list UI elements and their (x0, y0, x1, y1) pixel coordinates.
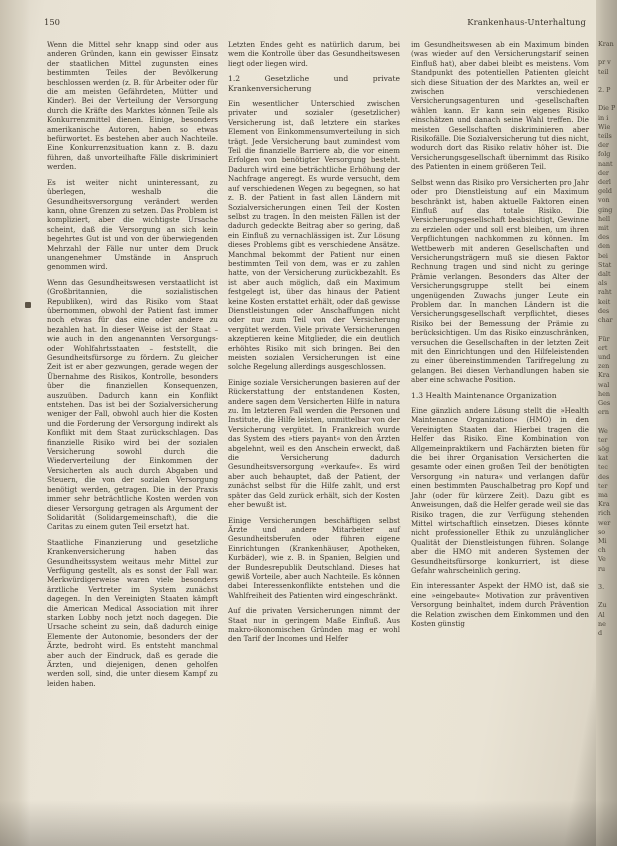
paragraph: Wenn das Gesundheitswesen verstaatlicht ist (Großbritannien, die sozialistischen Republiken), wird das Risiko vom Staat übernommen, obwohl der Patient fast immer noch etwas für das eine oder andere zu bezahlen hat. In dieser Weise ist der Staat – wie auch in den angenannten Versorgungs- oder Wohlfahrtsstaaten – feststellt, die Gesundheitsfürsorge zu fördern. Zu gleicher Zeit ist er aber gezwungen, gerade wegen der Übernahme des Risikos, Kontrolle, besonders über die finanziellen Konsequenzen, auszuüben. Dadurch kann ein Konflikt entstehen. Das ist bei der Sozialversicherung weniger der Fall, obwohl auch hier die Kosten und die Forderung der Versorgung indirekt als Konflikt mit dem Staat zurückschlagen. Das finanzielle Risiko wird bei der sozialen Versicherung sowohl durch die Wiederverteilung der Einkommen der Versicherten als auch durch Abgaben und Steuern, die von der sozialen Versorgung benötigt werden, getragen. Die in der Praxis immer sehr beträchtliche Kosten werden von dieser Versorgung getragen als Argument der Solidarität (Solidargemeinschaft), die die Caritas zu einem guten Teil ersetzt hat. (47, 277, 218, 532)
section-heading: 1.2 Gesetzliche und private Krankenversicherung (228, 74, 400, 93)
paragraph: Einige Versicherungen beschäftigen selbst Ärzte und andere Mitarbeiter auf Gesundheitsberufen oder führen eigene Einrichtungen (Krankenhäuser, Apotheken, Kurbäder), wie z. B. in Spanien, Belgien und der Bundesrepublik Deutschland. Dieses hat gewiß Vorteile, aber auch Nachteile. Es können dabei Interessenkonflikte entstehen und die Wahlfreiheit des Patienten wird eingeschränkt. (228, 515, 400, 600)
text-column-2 (228, 40, 400, 650)
paragraph: Staatliche Finanzierung und gesetzliche Krankenversicherung haben das Gesundheitssystem weitaus mehr Mittel zur Verfügung gestellt, als es sonst der Fall war. Merkwürdigerweise waren viele besonders ärztliche Vertreter im System zunächst dagegen. In den Vereinigten Staaten kämpft die American Medical Association mit ihrer starken Lobby noch jetzt noch dagegen. Die Ursache scheint zu sein, daß dadurch einige Elemente der Autonomie, besonders der der Ärzte, bedroht wird. Es entsteht manchmal aber auch der Eindruck, daß es gerade die Ärzten, und diejenigen, denen geholfen werden soll, sind, die unter diesem Kampf zu leiden haben. (47, 537, 218, 688)
paragraph: im Gesundheitswesen ab ein Maximum binden (was wieder auf den Versicherungstarif seinen Einfluß hat), aber dabei bleibt es meistens. Vom Standpunkt des potentiellen Patienten gleicht sich diese Situation der des Marktes an, weil er zwischen verschiedenen Versicherungsagenturen und -gesellschaften wählen kann. Er kann sein eigenes Risiko einschätzen und danach seine Wahl treffen. Die meisten Gesellschaften diskriminieren aber Risikofälle. Die Sozialversicherung tut dies nicht, wodurch dort das Risiko relativ höher ist. Die Versicherungsgesellschaft übernimmt das Risiko des Patienten in einem größeren Teil. (411, 40, 589, 172)
bottom-shadow (0, 800, 617, 846)
paragraph: Einige soziale Versicherungen basieren auf der Rückerstattung der entstandenen Kosten, andere sagen dem Versicherten Hilfe in natura zu. Im letzteren Fall werden die Personen und Institute, die Hilfe leisten, unmittelbar von der Versicherung vergütet. In Frankreich wurde das System des »tiers payant« von den Ärzten abgelehnt, weil es den Anschein erweckt, daß die Versicherung dadurch Gesundheitsversorgung »verkaufe«. Es wird aber auch behauptet, daß der Patient, der zunächst selbst für die Hilfe zahlt, und erst später das Geld zurück erhält, sich der Kosten eher bewußt ist. (228, 377, 400, 510)
page-header (44, 17, 594, 31)
paragraph: Auf die privaten Versicherungen nimmt der Staat nur in geringem Maße Einfluß. Aus makro-ökonomischen Gründen mag er wohl den Tarif der Incomes und Helfer (228, 606, 400, 644)
page-number: 150 (44, 17, 60, 27)
paragraph: Wenn die Mittel sehr knapp sind oder aus anderen Gründen, kann ein gewisser Einsatz der staatlichen Mittel zugunsten eines bestimmten Teiles der Bevölkerung beschlossen werden (z. B. für Arbeiter oder für die am meisten Gefährdeten, Mütter und Kinder). Bei der Verteilung der Versorgung durch die Kräfte des Marktes können Teile als Konkurrenzmittel dienen. Einige, besonders amerikanische Autoren, haben so etwas befürwortet. Es bestehen aber auch Nachteile. Eine Konkurrenzsituation kann z. B. dazu führen, daß unvorteilhafte Fälle diskriminiert werden. (47, 40, 218, 172)
paragraph: Ein wesentlicher Unterschied zwischen privater und sozialer (gesetzlicher) Versicherung ist, daß letztere ein starkes Element von Einkommensumverteilung in sich trägt. Jede Versicherung baut zumindest vom Teil die finanzielle Barriere ab, die vor einem Erfolgen von benötigter Versorgung besteht. Dadurch wird eine beträchtliche Erhöhung der Nachfrage angeregt. Es wurde versucht, dem auf verschiedenen Wegen zu begegnen, so hat z. B. der Patient in fast allen Ländern mit Sozialversicherungen einen Teil der Kosten selbst zu tragen. In den meisten Fällen ist der dadurch gedeckte Beitrag aber so gering, daß ein Einfluß zu vernachlässigen ist. Zur Lösung dieses Problems gibt es verschiedene Ansätze. Manchmal bekommt der Patient nur einen bestimmten Teil von dem, was er zu zahlen hatte, von der Versicherung zurückbezahlt. Es ist aber auch möglich, daß ein Maximum festgelegt ist, über das hinaus der Patient keine Kosten erstattet erhält, oder daß gewisse Dienstleistungen oder Anschaffungen nicht oder nur zum Teil von der Versicherung vergütet werden. Viele private Versicherungen akzeptieren keine Mitglieder, die ein deutlich erhöhtes Risiko mit sich bringen. Bei den meisten sozialen Versicherungen ist eine solche Regelung allerdings ausgeschlossen. (228, 99, 400, 372)
text-column-1 (47, 40, 218, 694)
margin-mark (25, 302, 31, 308)
paragraph: Selbst wenn das Risiko pro Versicherten pro Jahr oder pro Dienstleistung auf ein Maximum beschränkt ist, haben aktuelle Faktoren einen Einfluß auf das totale Risiko. Die Versicherungsgesellschaft beabsichtigt, Gewinne zu erzielen oder und soll erst bleiben, um ihren Verpflichtungen nachkommen zu können. Im Wettbewerb mit anderen Gesellschaften und Versicherungsträgern muß sie diesen Faktor Rechnung tragen und sind nicht zu geringe Prämie verlangen. Besonders das Alter der Versicherungsgruppe stellt bei einem ungenügenden Zuwachs junger Leute ein Problem dar. In manchen Ländern ist die Versicherungsgesellschaft verpflichtet, dieses Risiko bei der Bemessung der Prämie zu berücksichtigen. Um das Risiko einzuschränken, versuchen die Gesellschaften in der letzten Zeit mit den Einrichtungen und den Hilfeleistenden zu einer übereinstimmenden Tarifregelung zu gelangen. Bei diesen Verhandlungen haben sie aber eine schwache Position. (411, 177, 589, 385)
section-heading: 1.3 Health Maintenance Organization (411, 390, 557, 400)
binding-gutter (0, 0, 30, 846)
paragraph: Ein interessanter Aspekt der HMO ist, daß sie eine »eingebaute« Motivation zur präventiven Versorgung beinhaltet, indem durch Prävention die Relation zwischen dem Einkommen und den Kosten günstig (411, 581, 589, 628)
paragraph: Letzten Endes geht es natürlich darum, bei wem die Kontrolle über das Gesundheitswesen liegt oder liegen wird. (228, 40, 400, 68)
running-title: Krankenhaus-Unterhaltung (467, 17, 586, 27)
paragraph: Es ist weiter nicht uninteressant, zu überlegen, weshalb die Gesundheitsversorgung verändert werden kann, ohne Grenzen zu setzen. Das Problem ist kompliziert, aber die wichtigste Ursache scheint, daß die Versorgung an sich kein begehrtes Gut ist und von der überwiegenden Mehrzahl der Fälle nur unter dem Druck unangenehmer Umstände in Anspruch genommen wird. (47, 177, 218, 272)
paragraph: Eine gänzlich andere Lösung stellt die »Health Maintenance Organization« (HMO) in den Vereinigten Staaten dar. Hierbei tragen die Helfer das Risiko. Eine Kombination von Allgemeinpraktikern und Fachärzten bieten für die bei ihrer Organisation Versicherten die gesamte oder einen großen Teil der benötigten Versorgung »in natura« und verlangen dafür einen bestimmten Pauschalbetrag pro Kopf und Jahr (oder für kürzere Zeit). Dazu gibt es Anweisungen, daß die Helfer gerade weil sie das Risiko tragen, die zur Verfügung stehenden Mittel wirtschaftlich einsetzen. Dieses könnte nicht professioneller Ethik zu unzulänglicher Qualität der Dienstleistungen führen. Solange aber die HMO mit anderen Systemen der Gesundheitsfürsorge konkurriert, ist diese Gefahr wahrscheinlich gering. (411, 406, 589, 575)
facing-page-text: Kran pr v teil 2. P Die P in i Wie teils der folg nant der derl geld von ging hell mit des den bei Stat dalt als raht keit des char Für ert und zen Kra wal hen Ges ern We ter sög kat tec des ter ma Kra rich wer so Mi ch Ve ru 3. Zu Al ne d (598, 40, 616, 637)
text-column-3 (411, 40, 589, 634)
